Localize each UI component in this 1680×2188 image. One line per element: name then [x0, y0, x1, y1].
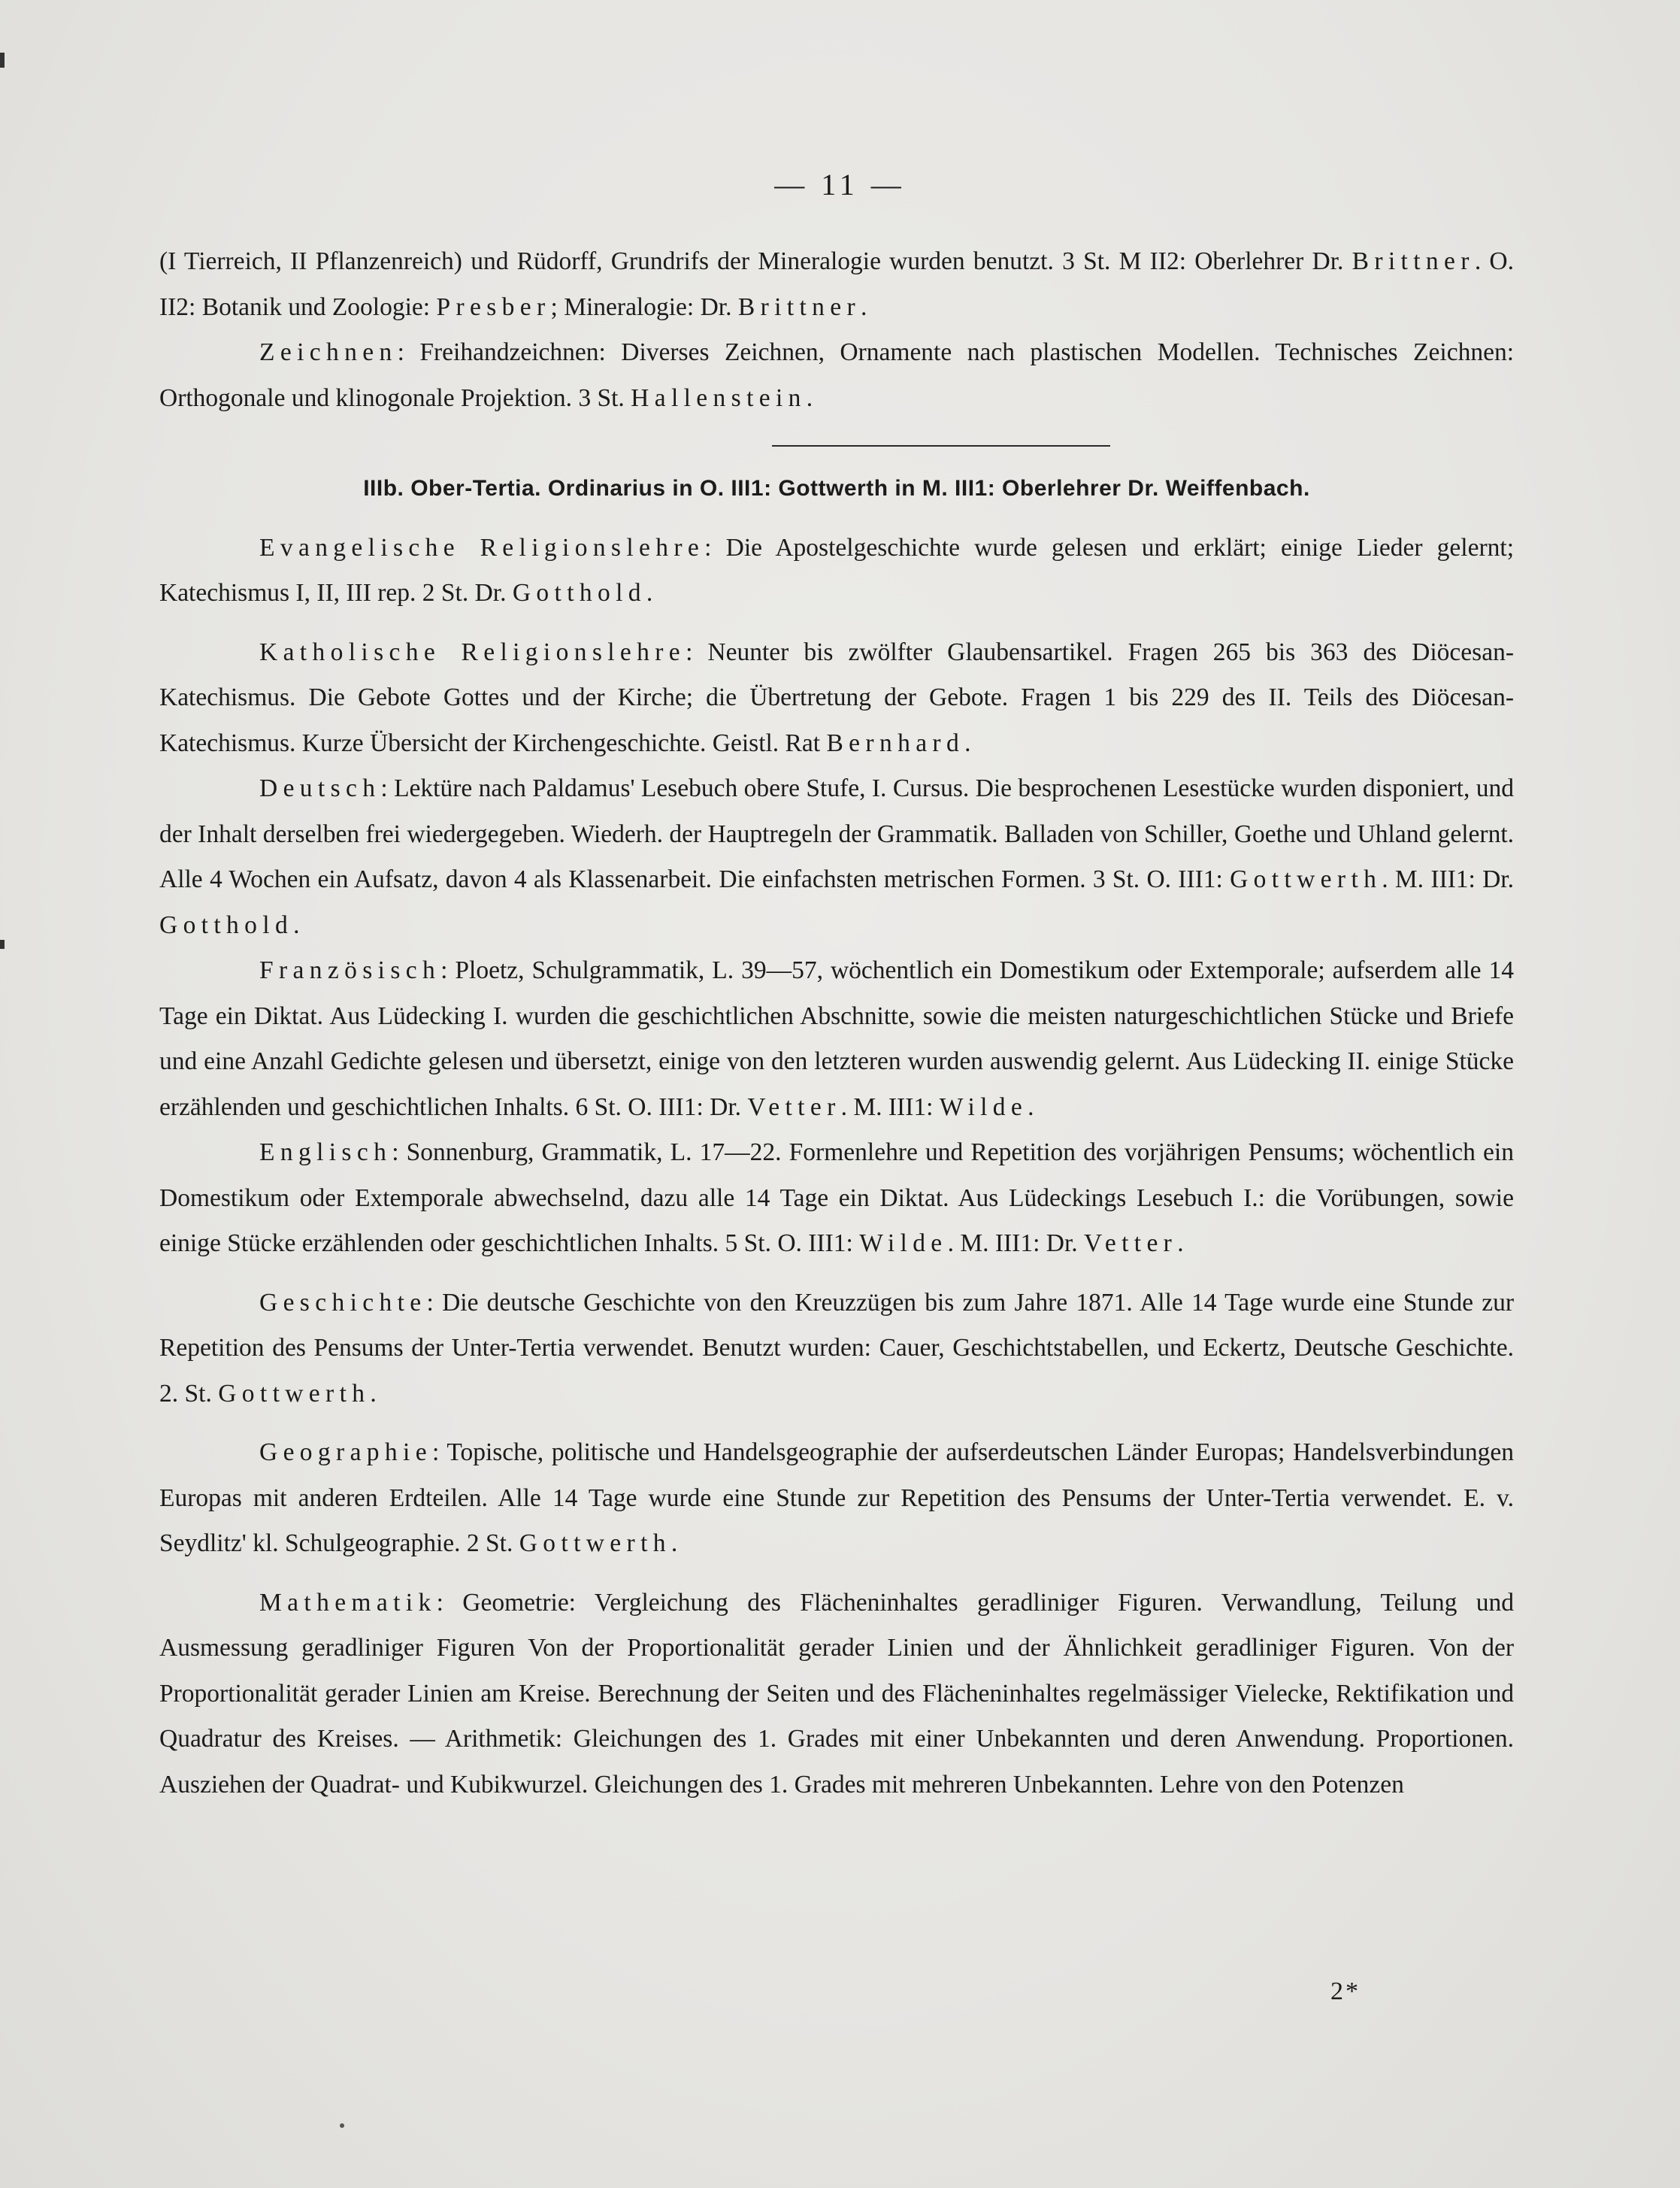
subject-name: Englisch — [259, 1138, 392, 1166]
teacher-name: Gotthold — [159, 911, 294, 939]
paragraph-naturkunde: (I Tierreich, II Pflanzenreich) und Rüdorff, Grundrifs der Mineralogie wurden benutzt. 3 St. M II2: Oberlehrer Dr. Brittner. O. II2: Botanik und Zoologie: Presber; Mineralogie: Dr. Brittner. — [159, 247, 1514, 321]
teacher-name: Gottwerth — [1230, 865, 1382, 893]
subject-name: Zeichnen — [259, 338, 398, 366]
subject-name: Mathematik — [259, 1588, 437, 1617]
subject-name: Geschichte — [259, 1288, 427, 1317]
document-body — [159, 239, 1514, 1808]
teacher-name: Presber — [436, 292, 551, 321]
scan-edge-mark — [0, 53, 5, 68]
subject-name: Französisch — [259, 956, 441, 984]
paragraph-zeichnen: Zeichnen: Freihandzeichnen: Diverses Zeichnen, Ornamente nach plastischen Modellen. Technisches Zeichnen: Orthogonale und klinogonale Projektion. 3 St. Hallenstein. — [159, 338, 1514, 412]
signature-mark: 2* — [1330, 1977, 1361, 2005]
teacher-name: Vetter — [747, 1092, 841, 1121]
teacher-name: Gottwerth — [218, 1379, 371, 1408]
scan-speck — [340, 2123, 344, 2128]
paragraph-geschichte: Geschichte: Die deutsche Geschichte von den Kreuzzügen bis zum Jahre 1871. Alle 14 Tage wurde eine Stunde zur Repetition des Pensums der Unter-Tertia verwendet. Benutzt wurden: Cauer, Geschichtstabellen, und Eckertz, Deutsche Geschichte. 2. St. Gottwerth. — [159, 1288, 1514, 1408]
paragraph-geographie: Geographie: Topische, politische und Handelsgeographie der aufserdeutschen Länder Europas; Handelsverbindungen Europas mit anderen Erdteilen. Alle 14 Tage wurde eine Stunde zur Repetition des Pensums der Unter-Tertia verwendet. E. v. Seydlitz' kl. Schulgeographie. 2 St. Gottwerth. — [159, 1438, 1514, 1557]
teacher-name: Brittner — [1352, 247, 1475, 275]
paragraph-englisch: Englisch: Sonnenburg, Grammatik, L. 17—22. Formenlehre und Repetition des vorjährigen Pensums; wöchentlich ein Domestikum oder Extemporale abwechselnd, dazu alle 14 Tage ein Diktat. Aus Lüdeckings Lesebuch I.: die Vorübungen, sowie einige Stücke erzählenden oder geschichtlichen Inhalts. 5 St. O. III1: Wilde. M. III1: Dr. Vetter. — [159, 1138, 1514, 1257]
paragraph-mathematik: Mathematik: Geometrie: Vergleichung des Flächeninhaltes geradliniger Figuren. Verwandlung, Teilung und Ausmessung geradliniger Figuren Von der Proportionalität gerader Linien und der Ähnlichkeit geradliniger Figuren. Von der Proportionalität gerader Linien am Kreise. Berechnung der Seiten und des Flächeninhaltes regelmässiger Vielecke, Rektifikation und Quadratur des Kreises. — Arithmetik: Gleichungen des 1. Grades mit einer Unbekannten und deren Anwendung. Proportionen. Ausziehen der Quadrat- und Kubikwurzel. Gleichungen des 1. Grades mit mehreren Unbekannten. Lehre von den Potenzen — [159, 1588, 1514, 1799]
subject-name: Katholische Religionslehre — [259, 638, 686, 666]
scan-edge-mark — [0, 940, 5, 949]
subject-name: Geographie — [259, 1438, 432, 1466]
paragraph-evangelische-religionslehre: Evangelische Religionslehre: Die Apostelgeschichte wurde gelesen und erklärt; einige Lieder gelernt; Katechismus I, II, III rep. 2 St. Dr. Gotthold. — [159, 533, 1514, 607]
subject-name: Evangelische Religionslehre — [259, 533, 705, 562]
paragraph-franzoesisch: Französisch: Ploetz, Schulgrammatik, L. 39—57, wöchentlich ein Domestikum oder Extemporale; aufserdem alle 14 Tage ein Diktat. Aus Lüdecking I. wurden die geschichtlichen Abschnitte, sowie die meisten naturgeschichtlichen Stücke und Briefe und eine Anzahl Gedichte gelesen und übersetzt, einige von den letzteren wurden auswendig gelernt. Aus Lüdecking II. einige Stücke erzählenden und geschichtlichen Inhalts. 6 St. O. III1: Dr. Vetter. M. III1: Wilde. — [159, 956, 1514, 1121]
paragraph-katholische-religionslehre: Katholische Religionslehre: Neunter bis zwölfter Glaubensartikel. Fragen 265 bis 363 des Diöcesan-Katechismus. Die Gebote Gottes und der Kirche; die Übertretung der Gebote. Fragen 1 bis 229 des II. Teils des Diöcesan-Katechismus. Kurze Übersicht der Kirchengeschichte. Geistl. Rat Bernhard. — [159, 638, 1514, 757]
teacher-name: Vetter — [1084, 1229, 1178, 1257]
teacher-name: Wilde — [859, 1229, 948, 1257]
teacher-name: Gottwerth — [519, 1529, 671, 1557]
teacher-name: Brittner — [737, 292, 861, 321]
page-number: — 11 — — [774, 168, 906, 202]
section-divider — [772, 445, 1110, 447]
teacher-name: Wilde — [939, 1092, 1028, 1121]
teacher-name: Bernhard — [826, 729, 965, 757]
class-heading: IIIb. Ober-Tertia. Ordinarius in O. III1: Gottwerth in M. III1: Oberlehrer Dr. Weiffenbach. — [363, 476, 1310, 501]
teacher-name: Gotthold — [512, 579, 646, 607]
paragraph-deutsch: Deutsch: Lektüre nach Paldamus' Lesebuch obere Stufe, I. Cursus. Die besprochenen Lesestücke wurden disponiert, und der Inhalt derselben frei wiedergegeben. Wiederh. der Hauptregeln der Grammatik. Balladen von Schiller, Goethe und Uhland gelernt. Alle 4 Wochen ein Aufsatz, davon 4 als Klassenarbeit. Die einfachsten metrischen Formen. 3 St. O. III1: Gottwerth. M. III1: Dr. Gotthold. — [159, 774, 1514, 939]
teacher-name: Hallenstein — [631, 383, 807, 412]
subject-name: Deutsch — [259, 774, 381, 802]
